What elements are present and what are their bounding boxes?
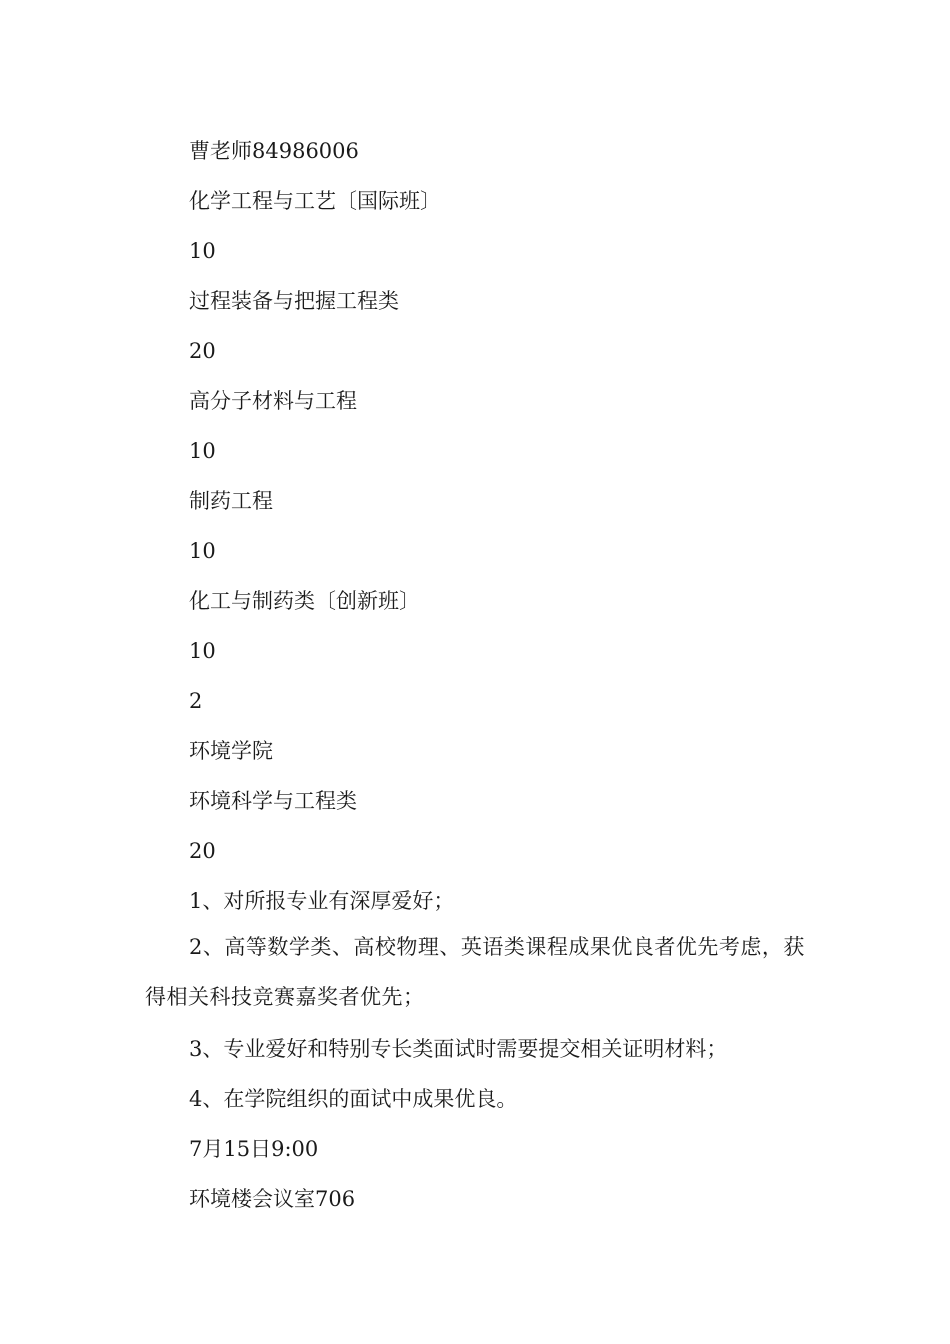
quota-value: 10 (189, 439, 216, 463)
contact-teacher-phone: 曹老师84986006 (189, 139, 359, 163)
major-polymer-materials: 高分子材料与工程 (189, 389, 357, 413)
quota-value: 20 (189, 339, 216, 363)
quota-value: 20 (189, 839, 216, 863)
requirement-3: 3、专业爱好和特别专长类面试时需要提交相关证明材料； (189, 1037, 728, 1061)
major-process-equipment-control: 过程装备与把握工程类 (189, 289, 399, 313)
quota-value: 10 (189, 639, 216, 663)
interview-time: 7月15日9:00 (189, 1137, 319, 1161)
quota-value: 10 (189, 239, 216, 263)
major-chemical-pharma-innovation: 化工与制药类〔创新班〕 (189, 589, 420, 613)
major-environmental-science: 环境科学与工程类 (189, 789, 357, 813)
requirement-1: 1、对所报专业有深厚爱好； (189, 889, 455, 913)
major-chemical-engineering-international: 化学工程与工艺〔国际班〕 (189, 189, 441, 213)
requirement-2: 2、高等数学类、高校物理、英语类课程成果优良者优先考虑，获得相关科技竞赛嘉奖者优先； (145, 935, 805, 1009)
requirement-4: 4、在学院组织的面试中成果优良。 (189, 1087, 518, 1111)
item-number: 2 (189, 689, 203, 713)
school-environment: 环境学院 (189, 739, 273, 763)
quota-value: 10 (189, 539, 216, 563)
interview-location: 环境楼会议室706 (189, 1187, 356, 1211)
major-pharmaceutical-engineering: 制药工程 (189, 489, 273, 513)
